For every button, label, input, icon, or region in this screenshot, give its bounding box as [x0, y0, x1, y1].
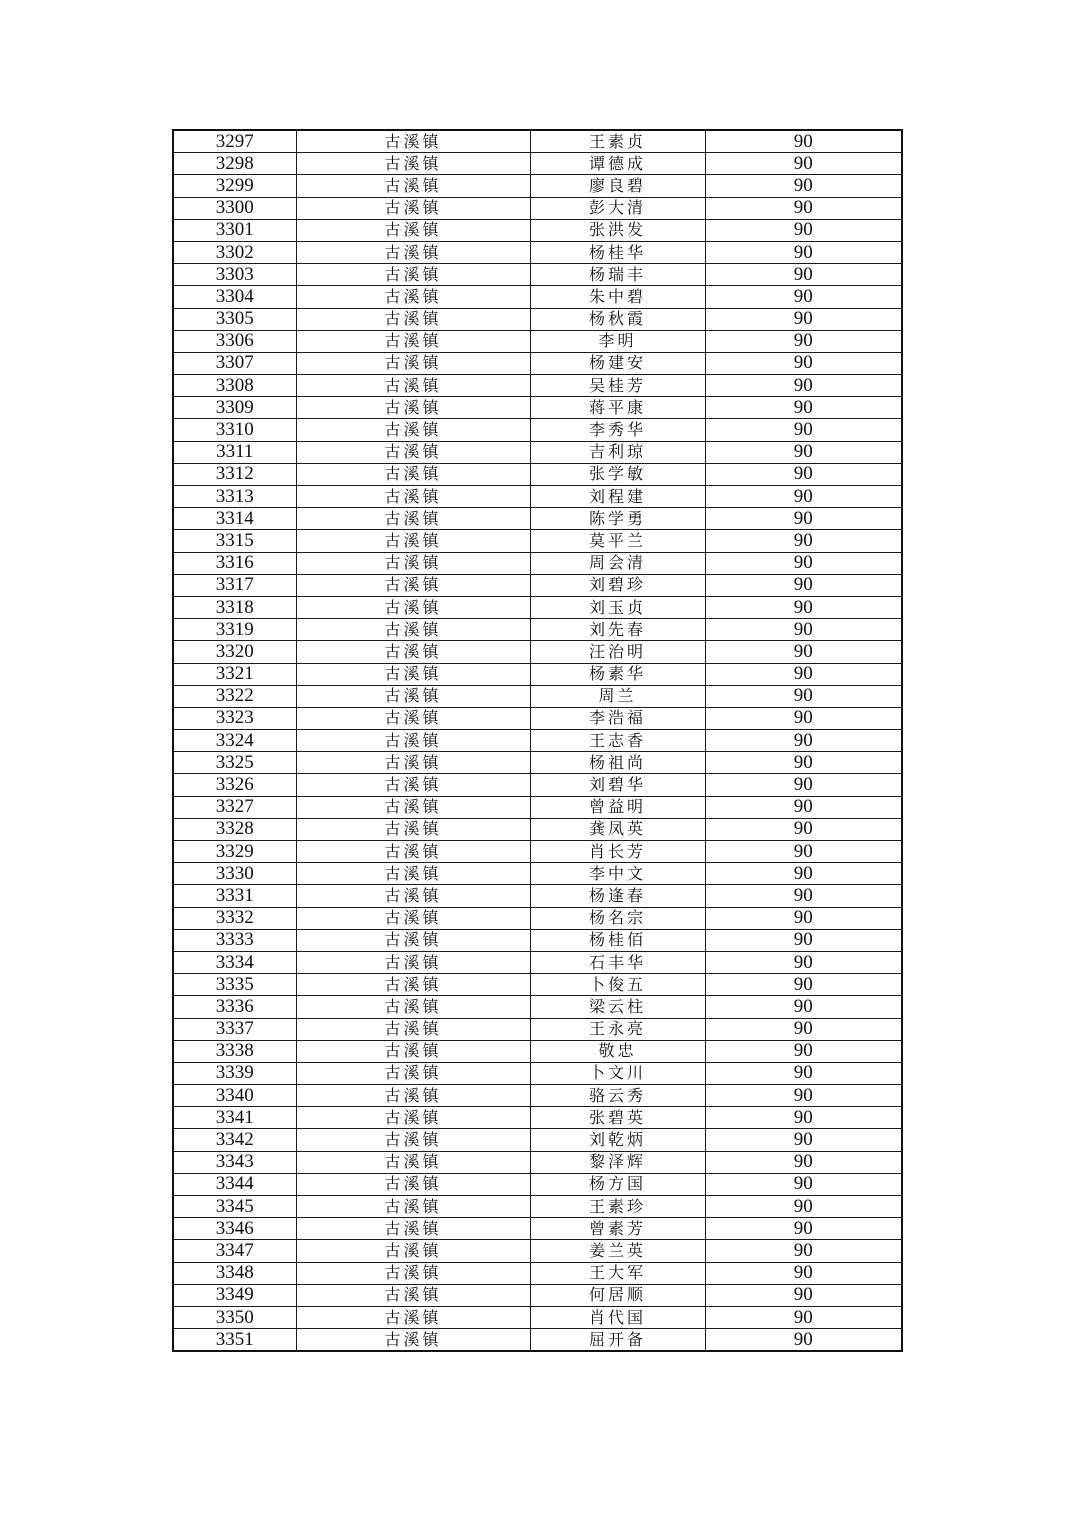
score-cell: 90	[705, 752, 902, 774]
score-cell: 90	[705, 1284, 902, 1306]
name-cell: 曾素芳	[530, 1218, 705, 1240]
table-row	[173, 486, 902, 508]
table-row	[173, 153, 902, 175]
table-row	[173, 974, 902, 996]
town-cell: 古溪镇	[296, 197, 530, 219]
score-cell: 90	[705, 419, 902, 441]
table-row	[173, 552, 902, 574]
name-cell: 朱中碧	[530, 286, 705, 308]
table-row	[173, 707, 902, 729]
row-number-cell: 3343	[173, 1151, 296, 1173]
town-cell: 古溪镇	[296, 397, 530, 419]
score-cell: 90	[705, 974, 902, 996]
town-cell: 古溪镇	[296, 419, 530, 441]
table-row	[173, 774, 902, 796]
row-number-cell: 3329	[173, 841, 296, 863]
row-number-cell: 3300	[173, 197, 296, 219]
row-number-cell: 3312	[173, 463, 296, 485]
name-cell: 刘碧华	[530, 774, 705, 796]
row-number-cell: 3321	[173, 663, 296, 685]
row-number-cell: 3305	[173, 308, 296, 330]
name-cell: 吴桂芳	[530, 375, 705, 397]
name-cell: 周会清	[530, 552, 705, 574]
table-row	[173, 352, 902, 374]
table-row	[173, 1173, 902, 1195]
town-cell: 古溪镇	[296, 1262, 530, 1284]
table-row	[173, 1129, 902, 1151]
table-row	[173, 1085, 902, 1107]
name-cell: 陈学勇	[530, 508, 705, 530]
table-row	[173, 1329, 902, 1352]
score-cell: 90	[705, 574, 902, 596]
score-cell: 90	[705, 1040, 902, 1062]
score-cell: 90	[705, 1062, 902, 1084]
table-row	[173, 330, 902, 352]
name-cell: 曾益明	[530, 796, 705, 818]
score-cell: 90	[705, 885, 902, 907]
name-cell: 谭德成	[530, 153, 705, 175]
score-cell: 90	[705, 730, 902, 752]
town-cell: 古溪镇	[296, 619, 530, 641]
town-cell: 古溪镇	[296, 241, 530, 263]
score-cell: 90	[705, 1151, 902, 1173]
table-row	[173, 863, 902, 885]
town-cell: 古溪镇	[296, 951, 530, 973]
town-cell: 古溪镇	[296, 130, 530, 153]
town-cell: 古溪镇	[296, 1240, 530, 1262]
name-cell: 张碧英	[530, 1107, 705, 1129]
score-cell: 90	[705, 796, 902, 818]
score-cell: 90	[705, 685, 902, 707]
town-cell: 古溪镇	[296, 508, 530, 530]
table-row	[173, 951, 902, 973]
town-cell: 古溪镇	[296, 596, 530, 618]
score-cell: 90	[705, 863, 902, 885]
town-cell: 古溪镇	[296, 286, 530, 308]
town-cell: 古溪镇	[296, 796, 530, 818]
score-cell: 90	[705, 1240, 902, 1262]
row-number-cell: 3339	[173, 1062, 296, 1084]
table-row	[173, 419, 902, 441]
score-cell: 90	[705, 463, 902, 485]
name-cell: 廖良碧	[530, 175, 705, 197]
table-row	[173, 308, 902, 330]
row-number-cell: 3308	[173, 375, 296, 397]
town-cell: 古溪镇	[296, 641, 530, 663]
table-row	[173, 530, 902, 552]
table-row	[173, 1018, 902, 1040]
town-cell: 古溪镇	[296, 1306, 530, 1328]
name-cell: 敬忠	[530, 1040, 705, 1062]
row-number-cell: 3322	[173, 685, 296, 707]
name-cell: 王志香	[530, 730, 705, 752]
score-cell: 90	[705, 907, 902, 929]
score-cell: 90	[705, 1262, 902, 1284]
name-cell: 骆云秀	[530, 1085, 705, 1107]
score-cell: 90	[705, 508, 902, 530]
row-number-cell: 3303	[173, 264, 296, 286]
row-number-cell: 3333	[173, 929, 296, 951]
score-cell: 90	[705, 130, 902, 153]
table-row	[173, 241, 902, 263]
row-number-cell: 3320	[173, 641, 296, 663]
row-number-cell: 3345	[173, 1196, 296, 1218]
name-cell: 杨秋霞	[530, 308, 705, 330]
row-number-cell: 3311	[173, 441, 296, 463]
name-cell: 卜俊五	[530, 974, 705, 996]
row-number-cell: 3347	[173, 1240, 296, 1262]
score-cell: 90	[705, 308, 902, 330]
name-cell: 肖代国	[530, 1306, 705, 1328]
row-number-cell: 3310	[173, 419, 296, 441]
table-row	[173, 1262, 902, 1284]
name-cell: 莫平兰	[530, 530, 705, 552]
town-cell: 古溪镇	[296, 1218, 530, 1240]
table-row	[173, 752, 902, 774]
score-cell: 90	[705, 841, 902, 863]
name-cell: 李浩福	[530, 707, 705, 729]
town-cell: 古溪镇	[296, 1085, 530, 1107]
town-cell: 古溪镇	[296, 1173, 530, 1195]
row-number-cell: 3330	[173, 863, 296, 885]
town-cell: 古溪镇	[296, 486, 530, 508]
table-row	[173, 375, 902, 397]
row-number-cell: 3328	[173, 818, 296, 840]
town-cell: 古溪镇	[296, 1062, 530, 1084]
table-row	[173, 264, 902, 286]
name-cell: 姜兰英	[530, 1240, 705, 1262]
row-number-cell: 3348	[173, 1262, 296, 1284]
row-number-cell: 3338	[173, 1040, 296, 1062]
table-row	[173, 397, 902, 419]
row-number-cell: 3306	[173, 330, 296, 352]
town-cell: 古溪镇	[296, 1040, 530, 1062]
table-row	[173, 197, 902, 219]
score-cell: 90	[705, 1085, 902, 1107]
name-cell: 蒋平康	[530, 397, 705, 419]
town-cell: 古溪镇	[296, 752, 530, 774]
row-number-cell: 3316	[173, 552, 296, 574]
town-cell: 古溪镇	[296, 375, 530, 397]
town-cell: 古溪镇	[296, 929, 530, 951]
row-number-cell: 3314	[173, 508, 296, 530]
table-row	[173, 663, 902, 685]
score-cell: 90	[705, 530, 902, 552]
name-cell: 杨桂华	[530, 241, 705, 263]
town-cell: 古溪镇	[296, 330, 530, 352]
row-number-cell: 3341	[173, 1107, 296, 1129]
row-number-cell: 3307	[173, 352, 296, 374]
town-cell: 古溪镇	[296, 574, 530, 596]
town-cell: 古溪镇	[296, 1018, 530, 1040]
town-cell: 古溪镇	[296, 552, 530, 574]
score-cell: 90	[705, 552, 902, 574]
name-cell: 张洪发	[530, 219, 705, 241]
town-cell: 古溪镇	[296, 663, 530, 685]
score-cell: 90	[705, 1018, 902, 1040]
name-cell: 刘玉贞	[530, 596, 705, 618]
town-cell: 古溪镇	[296, 885, 530, 907]
score-cell: 90	[705, 641, 902, 663]
name-cell: 王素珍	[530, 1196, 705, 1218]
name-cell: 杨祖尚	[530, 752, 705, 774]
row-number-cell: 3336	[173, 996, 296, 1018]
name-cell: 吉利琼	[530, 441, 705, 463]
score-cell: 90	[705, 1196, 902, 1218]
row-number-cell: 3298	[173, 153, 296, 175]
table-row	[173, 1218, 902, 1240]
score-cell: 90	[705, 486, 902, 508]
town-cell: 古溪镇	[296, 308, 530, 330]
name-cell: 何居顺	[530, 1284, 705, 1306]
row-number-cell: 3332	[173, 907, 296, 929]
table-row	[173, 1107, 902, 1129]
score-cell: 90	[705, 951, 902, 973]
table-row	[173, 907, 902, 929]
score-cell: 90	[705, 330, 902, 352]
name-cell: 王永亮	[530, 1018, 705, 1040]
row-number-cell: 3309	[173, 397, 296, 419]
score-cell: 90	[705, 264, 902, 286]
row-number-cell: 3301	[173, 219, 296, 241]
table-row	[173, 1040, 902, 1062]
town-cell: 古溪镇	[296, 264, 530, 286]
table-row	[173, 596, 902, 618]
name-cell: 王素贞	[530, 130, 705, 153]
name-cell: 刘先春	[530, 619, 705, 641]
table-row	[173, 130, 902, 153]
score-cell: 90	[705, 596, 902, 618]
name-cell: 刘乾炳	[530, 1129, 705, 1151]
name-cell: 龚凤英	[530, 818, 705, 840]
table-row	[173, 441, 902, 463]
score-cell: 90	[705, 1218, 902, 1240]
name-cell: 李秀华	[530, 419, 705, 441]
town-cell: 古溪镇	[296, 907, 530, 929]
row-number-cell: 3302	[173, 241, 296, 263]
score-cell: 90	[705, 1129, 902, 1151]
score-cell: 90	[705, 619, 902, 641]
row-number-cell: 3299	[173, 175, 296, 197]
name-cell: 杨方国	[530, 1173, 705, 1195]
town-cell: 古溪镇	[296, 730, 530, 752]
score-cell: 90	[705, 1107, 902, 1129]
table-row	[173, 574, 902, 596]
town-cell: 古溪镇	[296, 996, 530, 1018]
table-row	[173, 730, 902, 752]
row-number-cell: 3334	[173, 951, 296, 973]
table-row	[173, 818, 902, 840]
town-cell: 古溪镇	[296, 685, 530, 707]
table-row	[173, 619, 902, 641]
table-row	[173, 286, 902, 308]
name-cell: 黎泽辉	[530, 1151, 705, 1173]
table-row	[173, 463, 902, 485]
name-cell: 李明	[530, 330, 705, 352]
town-cell: 古溪镇	[296, 707, 530, 729]
town-cell: 古溪镇	[296, 1129, 530, 1151]
name-cell: 杨建安	[530, 352, 705, 374]
row-number-cell: 3346	[173, 1218, 296, 1240]
score-cell: 90	[705, 241, 902, 263]
score-cell: 90	[705, 707, 902, 729]
row-number-cell: 3342	[173, 1129, 296, 1151]
row-number-cell: 3325	[173, 752, 296, 774]
row-number-cell: 3297	[173, 130, 296, 153]
name-cell: 梁云柱	[530, 996, 705, 1018]
table-row	[173, 841, 902, 863]
row-number-cell: 3318	[173, 596, 296, 618]
row-number-cell: 3337	[173, 1018, 296, 1040]
town-cell: 古溪镇	[296, 1107, 530, 1129]
row-number-cell: 3317	[173, 574, 296, 596]
row-number-cell: 3315	[173, 530, 296, 552]
row-number-cell: 3331	[173, 885, 296, 907]
name-cell: 卜文川	[530, 1062, 705, 1084]
table-row	[173, 1062, 902, 1084]
row-number-cell: 3313	[173, 486, 296, 508]
table-row	[173, 996, 902, 1018]
town-cell: 古溪镇	[296, 1329, 530, 1352]
score-cell: 90	[705, 1173, 902, 1195]
name-cell: 肖长芳	[530, 841, 705, 863]
score-cell: 90	[705, 197, 902, 219]
name-cell: 石丰华	[530, 951, 705, 973]
table-row	[173, 1240, 902, 1262]
town-cell: 古溪镇	[296, 352, 530, 374]
row-number-cell: 3326	[173, 774, 296, 796]
name-cell: 杨桂佰	[530, 929, 705, 951]
row-number-cell: 3323	[173, 707, 296, 729]
table-row	[173, 685, 902, 707]
name-cell: 杨名宗	[530, 907, 705, 929]
score-cell: 90	[705, 352, 902, 374]
score-cell: 90	[705, 175, 902, 197]
row-number-cell: 3351	[173, 1329, 296, 1352]
row-number-cell: 3319	[173, 619, 296, 641]
name-cell: 彭大清	[530, 197, 705, 219]
town-cell: 古溪镇	[296, 1196, 530, 1218]
score-cell: 90	[705, 1306, 902, 1328]
row-number-cell: 3324	[173, 730, 296, 752]
score-cell: 90	[705, 1329, 902, 1352]
name-cell: 张学敏	[530, 463, 705, 485]
name-cell: 汪治明	[530, 641, 705, 663]
name-cell: 屈开备	[530, 1329, 705, 1352]
table-row	[173, 219, 902, 241]
town-cell: 古溪镇	[296, 441, 530, 463]
town-cell: 古溪镇	[296, 530, 530, 552]
town-cell: 古溪镇	[296, 153, 530, 175]
score-cell: 90	[705, 818, 902, 840]
name-cell: 周兰	[530, 685, 705, 707]
row-number-cell: 3350	[173, 1306, 296, 1328]
town-cell: 古溪镇	[296, 863, 530, 885]
town-cell: 古溪镇	[296, 818, 530, 840]
town-cell: 古溪镇	[296, 974, 530, 996]
town-cell: 古溪镇	[296, 841, 530, 863]
table-row	[173, 1151, 902, 1173]
name-cell: 李中文	[530, 863, 705, 885]
town-cell: 古溪镇	[296, 175, 530, 197]
row-number-cell: 3327	[173, 796, 296, 818]
row-number-cell: 3340	[173, 1085, 296, 1107]
town-cell: 古溪镇	[296, 463, 530, 485]
town-cell: 古溪镇	[296, 1151, 530, 1173]
name-cell: 刘程建	[530, 486, 705, 508]
town-cell: 古溪镇	[296, 1284, 530, 1306]
table-row	[173, 1284, 902, 1306]
score-cell: 90	[705, 153, 902, 175]
table-row	[173, 1196, 902, 1218]
table-row	[173, 796, 902, 818]
table-row	[173, 175, 902, 197]
score-cell: 90	[705, 774, 902, 796]
score-cell: 90	[705, 441, 902, 463]
score-cell: 90	[705, 375, 902, 397]
row-number-cell: 3335	[173, 974, 296, 996]
score-cell: 90	[705, 286, 902, 308]
score-cell: 90	[705, 929, 902, 951]
town-cell: 古溪镇	[296, 774, 530, 796]
score-cell: 90	[705, 663, 902, 685]
score-cell: 90	[705, 219, 902, 241]
table-row	[173, 641, 902, 663]
name-cell: 杨瑞丰	[530, 264, 705, 286]
roster-table	[172, 129, 903, 1352]
roster-table-body	[173, 130, 902, 1351]
table-row	[173, 929, 902, 951]
name-cell: 王大军	[530, 1262, 705, 1284]
name-cell: 杨逢春	[530, 885, 705, 907]
row-number-cell: 3349	[173, 1284, 296, 1306]
table-row	[173, 885, 902, 907]
row-number-cell: 3344	[173, 1173, 296, 1195]
name-cell: 刘碧珍	[530, 574, 705, 596]
table-row	[173, 1306, 902, 1328]
table-row	[173, 508, 902, 530]
name-cell: 杨素华	[530, 663, 705, 685]
score-cell: 90	[705, 397, 902, 419]
row-number-cell: 3304	[173, 286, 296, 308]
score-cell: 90	[705, 996, 902, 1018]
town-cell: 古溪镇	[296, 219, 530, 241]
